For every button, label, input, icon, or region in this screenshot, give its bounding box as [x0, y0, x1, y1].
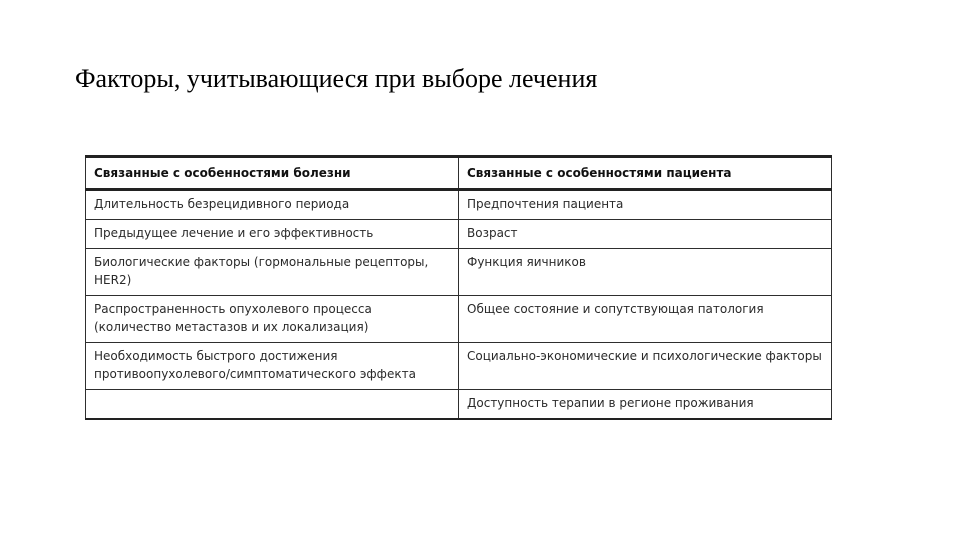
table-row — [86, 220, 832, 249]
table-cell-patient: Социально-экономические и психологические факторы — [459, 343, 832, 390]
table-cell-patient: Функция яичников — [459, 249, 832, 296]
header-disease-factors: Связанные с особенностями болезни — [86, 157, 459, 190]
slide-title: Факторы, учитывающиеся при выборе лечения — [75, 64, 598, 93]
factors-table — [85, 155, 832, 420]
table-cell-patient: Предпочтения пациента — [459, 190, 832, 220]
table-cell-disease: Распространенность опухолевого процесса (количество метастазов и их локализация) — [86, 296, 459, 343]
header-patient-factors: Связанные с особенностями пациента — [459, 157, 832, 190]
table-cell-patient: Общее состояние и сопутствующая патология — [459, 296, 832, 343]
table-cell-patient: Возраст — [459, 220, 832, 249]
table-row — [86, 343, 832, 390]
table-row — [86, 249, 832, 296]
table-row — [86, 296, 832, 343]
table-row — [86, 190, 832, 220]
table-cell-disease: Биологические факторы (гормональные рецепторы, HER2) — [86, 249, 459, 296]
table-cell-disease: Необходимость быстрого достижения противоопухолевого/симптоматического эффекта — [86, 343, 459, 390]
table-cell-patient: Доступность терапии в регионе проживания — [459, 390, 832, 420]
table-cell-disease — [86, 390, 459, 420]
table-cell-disease: Предыдущее лечение и его эффективность — [86, 220, 459, 249]
table-row — [86, 390, 832, 420]
table-cell-disease: Длительность безрецидивного периода — [86, 190, 459, 220]
table-header-row — [86, 157, 832, 190]
